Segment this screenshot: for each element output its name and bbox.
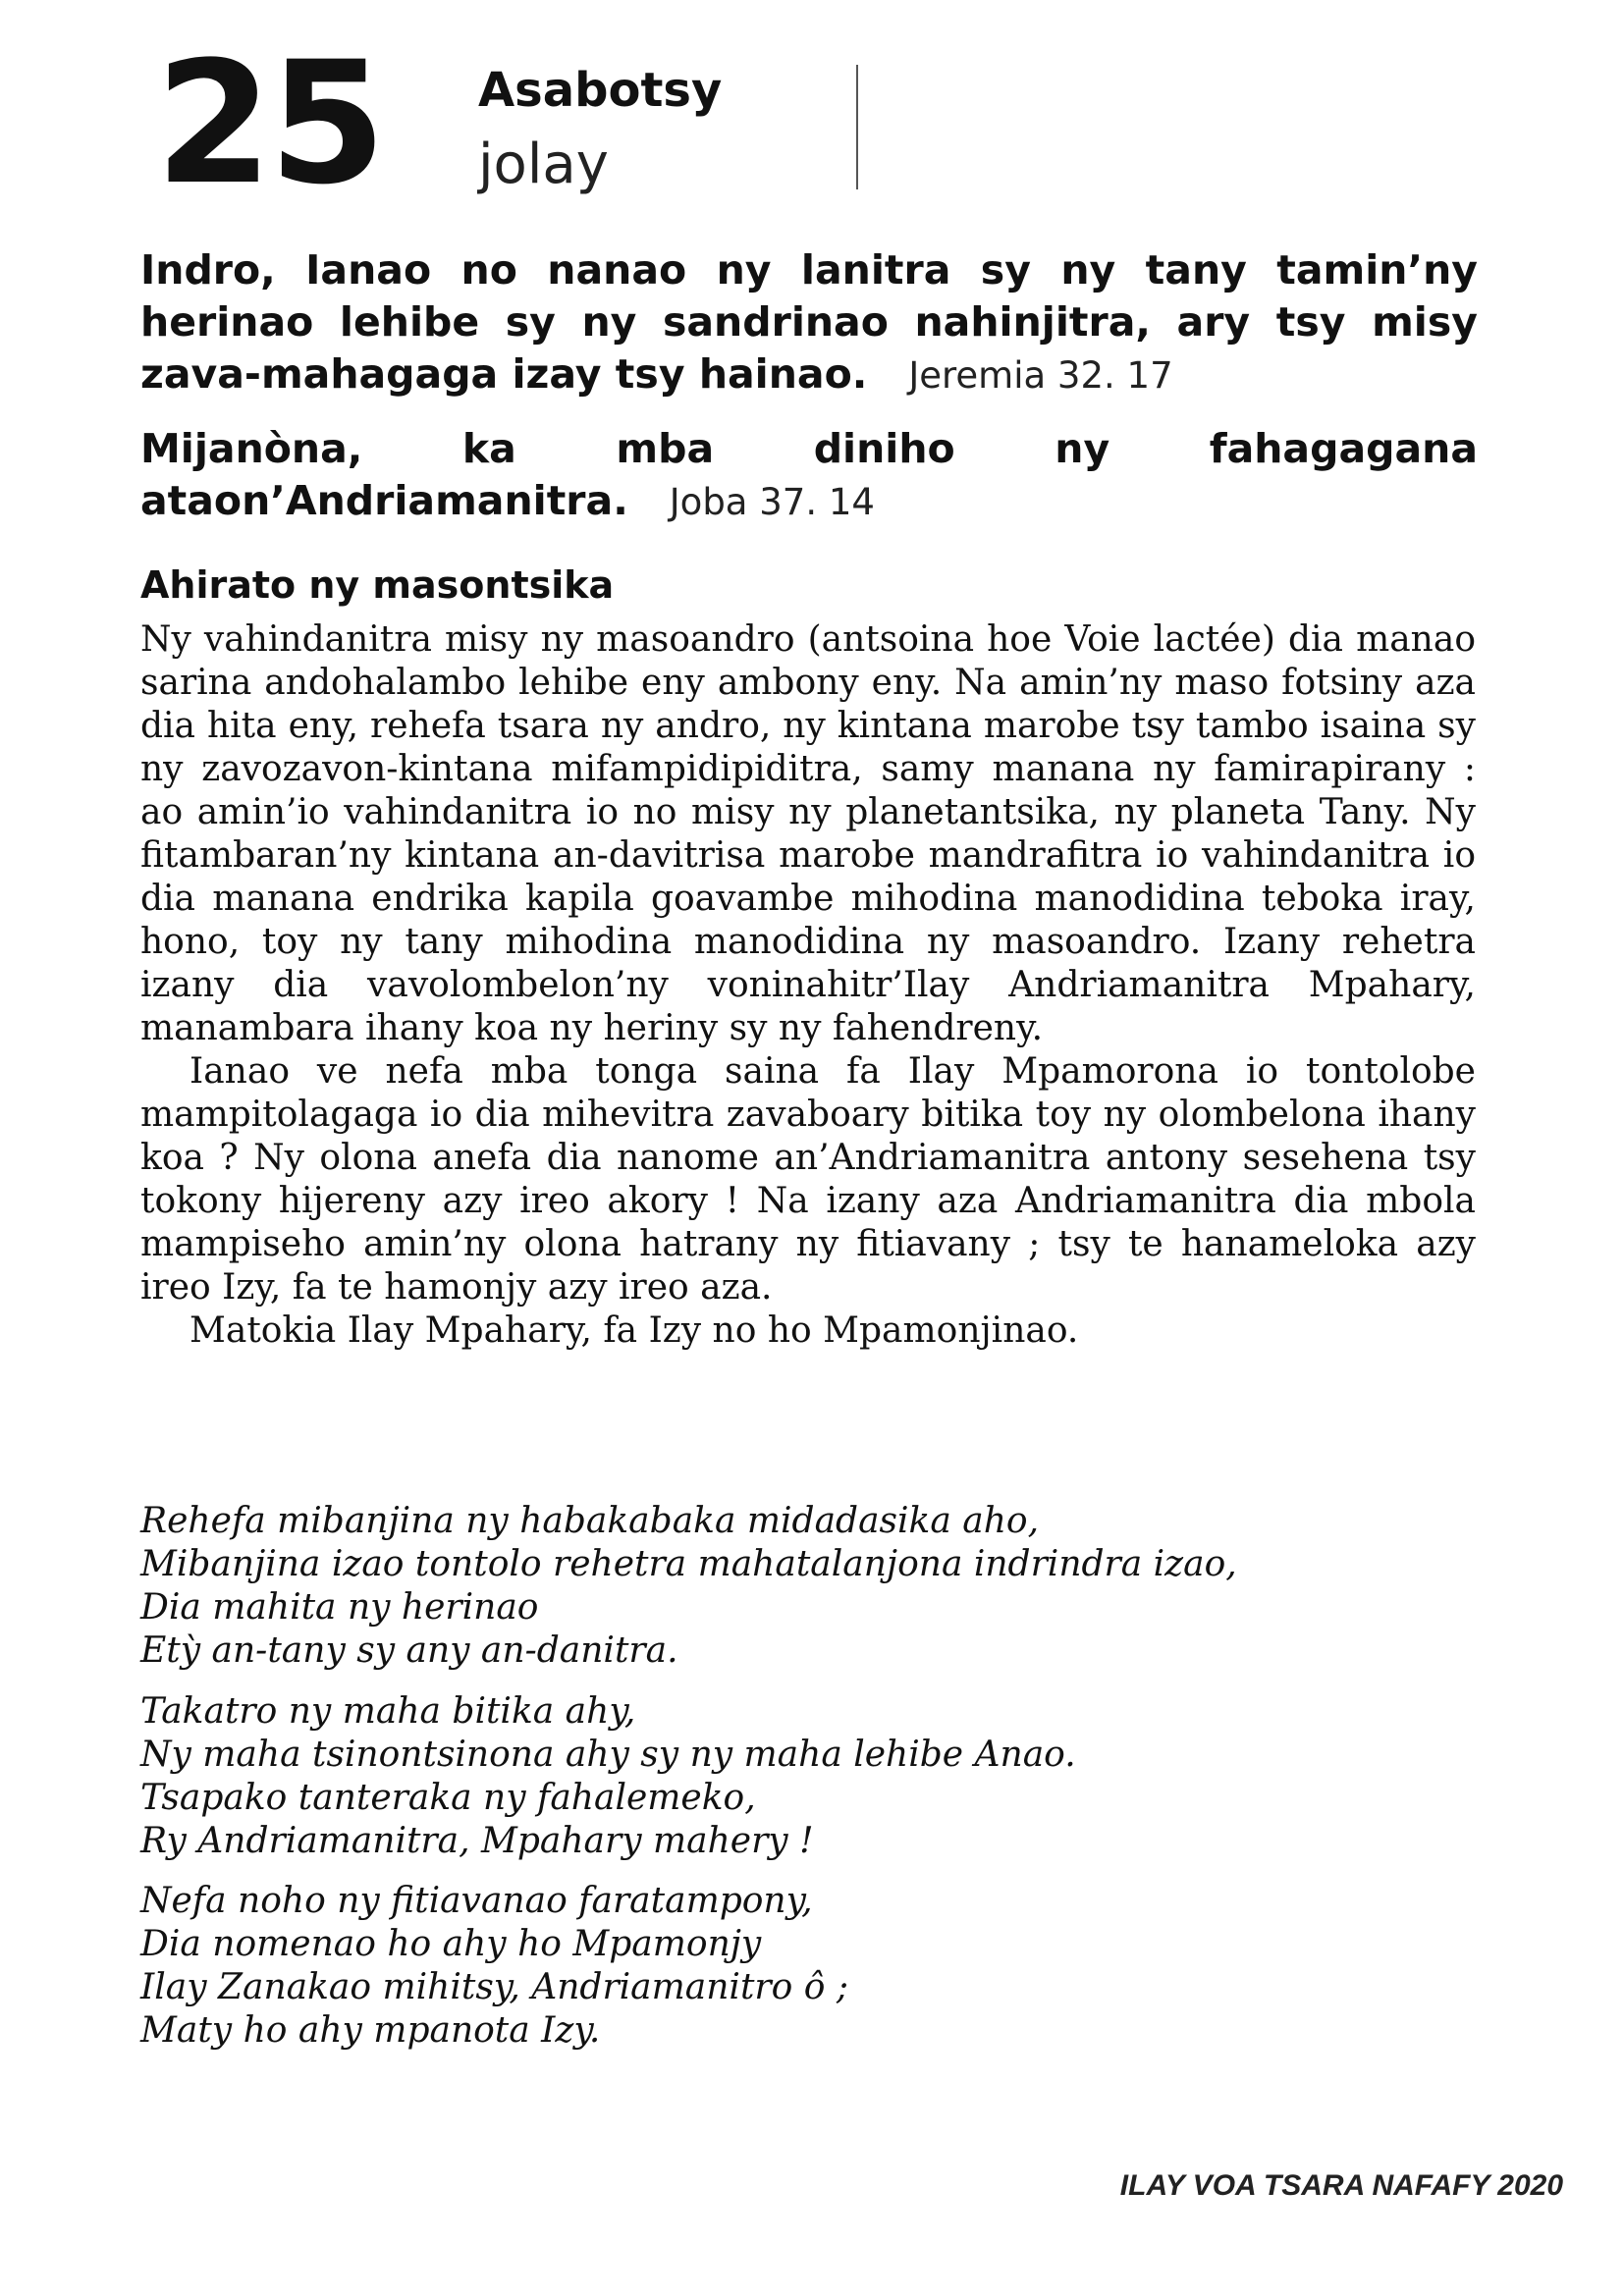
poem-stanza-3	[140, 1880, 1515, 2053]
verse-1-reference: Jeremia 32. 17	[908, 354, 1173, 397]
verse-1-text: Indro, Ianao no nanao ny lanitra sy ny tany tamin’ny herinao lehibe sy ny sandrinao nahinjitra, ary tsy misy zava-mahagaga izay tsy hainao.	[140, 246, 1478, 398]
meditation-title: Ahirato ny masontsika	[140, 563, 615, 607]
poem-line: Dia nomenao ho ahy ho Mpamonjy	[140, 1924, 762, 1964]
meditation-body	[140, 618, 1476, 1353]
poem-line: Nefa noho ny fitiavanao faratampony,	[140, 1881, 813, 1921]
poem-line: Ry Andriamanitra, Mpahary mahery !	[140, 1821, 814, 1861]
poem-line: Maty ho ahy mpanota Izy.	[140, 2010, 601, 2051]
poem-stanza-1	[140, 1500, 1515, 1673]
poem-stanza-2	[140, 1690, 1515, 1863]
day-number: 25	[155, 25, 383, 222]
verse-2	[140, 423, 1478, 528]
footer-publication: ILAY VOA TSARA NAFAFY 2020	[1119, 2169, 1563, 2202]
header-divider	[856, 65, 858, 189]
poem-line: Dia mahita ny herinao	[140, 1587, 539, 1628]
month: jolay	[478, 133, 609, 196]
poem-line: Takatro ny maha bitika ahy,	[140, 1691, 636, 1732]
poem-line: Mibanjina izao tontolo rehetra mahatalanjona indrindra izao,	[140, 1544, 1237, 1584]
weekday: Asabotsy	[478, 63, 723, 118]
poem-line: Tsapako tanteraka ny fahalemeko,	[140, 1778, 756, 1818]
verse-2-text: Mijanòna, ka mba diniho ny fahagagana ataon’Andriamanitra.	[140, 425, 1478, 524]
verse-1	[140, 244, 1478, 401]
verse-2-reference: Joba 37. 14	[669, 481, 875, 523]
poem-line: Rehefa mibanjina ny habakabaka midadasika aho,	[140, 1501, 1040, 1541]
meditation-paragraph-2: Ianao ve nefa mba tonga saina fa Ilay Mpamorona io tontolobe mampitolagaga io dia mihevitra zavaboary bitika toy ny olombelona ihany koa ? Ny olona anefa dia nanome an’Andriamanitra antony sesehena tsy tokony hijereny azy ireo akory ! Na izany aza Andriamanitra dia mbola mampiseho amin’ny olona hatrany ny fitiavany ; tsy te hanameloka azy ireo Izy, fa te hamonjy azy ireo aza.	[140, 1051, 1476, 1308]
poem-line: Ilay Zanakao mihitsy, Andriamanitro ô ;	[140, 1967, 848, 2007]
poem-line: Ny maha tsinontsinona ahy sy ny maha lehibe Anao.	[140, 1735, 1076, 1775]
meditation-paragraph-1: Ny vahindanitra misy ny masoandro (antsoina hoe Voie lactée) dia manao sarina andohalambo lehibe eny ambony eny. Na amin’ny maso fotsiny aza dia hita eny, rehefa tsara ny andro, ny kintana marobe tsy tambo isaina sy ny zavozavon-kintana mifampidipiditra, samy manana ny famirapirany : ao amin’io vahindanitra io no misy ny planetantsika, ny planeta Tany. Ny fitambaran’ny kintana an-davitrisa marobe mandrafitra io vahindanitra io dia manana endrika kapila goavambe mihodina manodidina teboka iray, hono, toy ny tany mihodina manodidina ny masoandro. Izany rehetra izany dia vavolombelon’ny voninahitr’Ilay Andriamanitra Mpahary, manambara ihany koa ny heriny sy ny fahendreny.	[140, 619, 1476, 1048]
poem-line: Etỳ an-tany sy any an-danitra.	[140, 1630, 678, 1671]
meditation-paragraph-3: Matokia Ilay Mpahary, fa Izy no ho Mpamonjinao.	[189, 1310, 1079, 1351]
